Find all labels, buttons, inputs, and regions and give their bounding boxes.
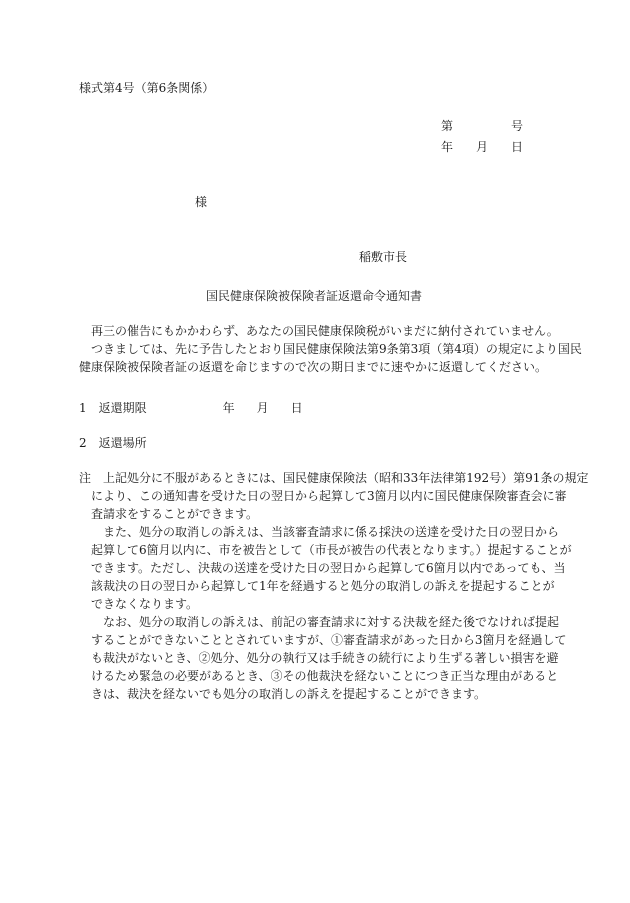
notes-text bbox=[79, 469, 589, 703]
deadline-month: 月 bbox=[256, 401, 269, 415]
addressee-suffix: 様 bbox=[195, 195, 208, 209]
notes-line: 該裁決の日の翌日から起算して1年を経過すると処分の取消しの訴えを提起することが bbox=[79, 579, 555, 593]
document-title: 国民健康保険被保険者証返還命令通知書 bbox=[206, 289, 423, 303]
document-number-row bbox=[441, 117, 523, 135]
return-deadline-label: 1 返還期限 bbox=[79, 401, 147, 415]
notes-line: することができないこととされていますが、①審査請求があった日から3箇月を経過して bbox=[79, 633, 567, 647]
body-text bbox=[79, 322, 582, 376]
issuer: 稲敷市長 bbox=[359, 250, 408, 264]
notes-line: できます。ただし、決裁の送達を受けた日の翌日から起算して6箇月以内であっても、当 bbox=[79, 561, 566, 575]
number-suffix: 号 bbox=[511, 119, 524, 133]
notes-line: なお、処分の取消しの訴えは、前記の審査請求に対する決裁を経た後でなければ提起 bbox=[79, 615, 560, 629]
return-deadline-item bbox=[79, 399, 303, 417]
deadline-year: 年 bbox=[222, 401, 235, 415]
number-prefix: 第 bbox=[441, 119, 454, 133]
notes-line: により、この通知書を受けた日の翌日から起算して3箇月以内に国民健康保険審査会に審 bbox=[79, 489, 567, 503]
issue-date-row bbox=[441, 138, 523, 156]
date-year: 年 bbox=[441, 140, 454, 154]
notes-line: けるため緊急の必要があるとき、③その他裁決を経ないことにつき正当な理由があると bbox=[79, 669, 559, 683]
notes-line: また、処分の取消しの訴えは、当該審査請求に係る採決の送達を受けた日の翌日から bbox=[79, 525, 560, 539]
form-number: 様式第4号（第6条関係） bbox=[79, 81, 215, 95]
return-place-item: 2 返還場所 bbox=[79, 436, 147, 450]
notes-line: 査請求をすることができます。 bbox=[79, 507, 259, 521]
notes-line: きは、裁決を経ないでも処分の取消しの訴えを提起することができます。 bbox=[79, 687, 487, 701]
body-line: 健康保険被保険者証の返還を命じますので次の期日までに速やかに返還してください。 bbox=[79, 360, 548, 374]
deadline-day: 日 bbox=[290, 401, 303, 415]
notes-line: 起算して6箇月以内に、市を被告として（市長が被告の代表となります。）提起することが bbox=[79, 543, 572, 557]
body-line: つきましては、先に予告したとおり国民健康保険法第9条第3項（第4項）の規定により国民 bbox=[79, 342, 582, 356]
date-day: 日 bbox=[511, 140, 524, 154]
body-line: 再三の催告にもかかわらず、あなたの国民健康保険税がいまだに納付されていません。 bbox=[79, 324, 559, 338]
notes-line: も裁決がないとき、②処分、処分の執行又は手続きの続行により生ずる著しい損害を避 bbox=[79, 651, 559, 665]
notes-line: できなくなります。 bbox=[79, 597, 199, 611]
notes-line: 注 上記処分に不服があるときには、国民健康保険法（昭和33年法律第192号）第91条の規定 bbox=[79, 471, 589, 485]
date-month: 月 bbox=[476, 140, 489, 154]
